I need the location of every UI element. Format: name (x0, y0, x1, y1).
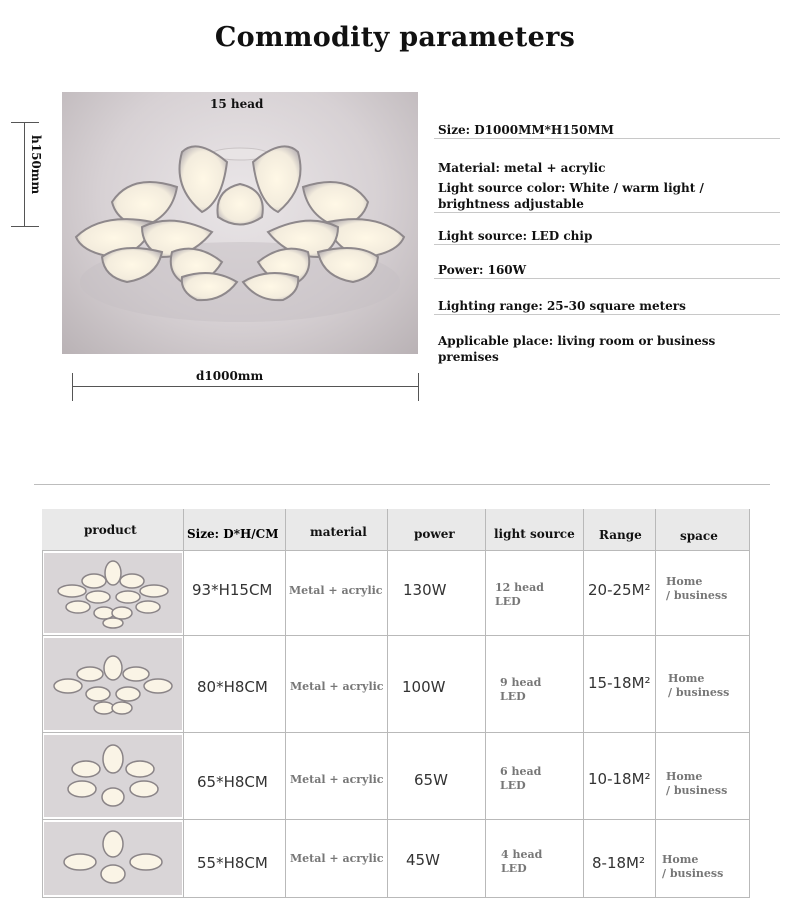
row-4-power-cell (388, 820, 486, 898)
row-3-space-2: / business (666, 784, 728, 797)
row-4-size-cell (184, 820, 286, 898)
row-1-product (42, 551, 184, 636)
row-2-product (42, 636, 184, 733)
row-1-space-cell (656, 551, 750, 636)
row-2-power-cell (388, 636, 486, 733)
row-3-product (42, 733, 184, 820)
row-2-source-count: 9 head (500, 676, 542, 689)
row-1-space-2: / business (666, 589, 728, 602)
chandelier-illustration (62, 92, 418, 354)
row-1-size-cell (184, 551, 286, 636)
row-2-space-1: Home (668, 672, 705, 685)
header-size: Size: D*H/CM (184, 509, 286, 551)
row-4-material-cell (286, 820, 388, 898)
diameter-dimension-line (72, 386, 418, 387)
row-4-space-cell (656, 820, 750, 898)
row-4-range: 8-18M² (592, 854, 645, 872)
row-2-material-cell (286, 636, 388, 733)
row-1-range: 20-25M² (588, 581, 651, 599)
row-4-range-cell (584, 820, 656, 898)
row-3-material-cell (286, 733, 388, 820)
product-thumbnail-12-head (44, 553, 182, 633)
row-4-size: 55*H8CM (197, 854, 268, 872)
row-3-space-1: Home (666, 770, 703, 783)
row-3-source-type: LED (500, 779, 526, 792)
diameter-dimension-cap-right (418, 373, 419, 401)
row-3-size: 65*H8CM (197, 773, 268, 791)
height-dimension-cap-top (11, 122, 39, 123)
row-2-space-cell (656, 636, 750, 733)
product-table (42, 509, 750, 898)
row-1-space-1: Home (666, 575, 703, 588)
product-photo (62, 92, 418, 354)
header-range: Range (584, 509, 656, 551)
row-2-size: 80*H8CM (197, 678, 268, 696)
row-4-material: Metal + acrylic (290, 852, 384, 865)
row-3-power-cell (388, 733, 486, 820)
row-1-power-cell (388, 551, 486, 636)
height-dimension-cap-bottom (11, 226, 39, 227)
header-space: space (656, 509, 750, 551)
section-divider (34, 484, 770, 485)
row-2-source-cell (486, 636, 584, 733)
row-2-space-2: / business (668, 686, 730, 699)
row-4-product (42, 820, 184, 898)
product-thumbnail-9-head (44, 638, 182, 730)
product-thumbnail-6-head (44, 735, 182, 817)
row-3-power: 65W (414, 771, 448, 789)
row-1-power: 130W (403, 581, 447, 599)
row-4-space-2: / business (662, 867, 724, 880)
spec-light-source: Light source: LED chip (434, 228, 780, 245)
row-4-source-count: 4 head (501, 848, 543, 861)
height-dimension-label: h150mm (29, 135, 43, 195)
row-4-power: 45W (406, 851, 440, 869)
spec-power: Power: 160W (434, 262, 780, 279)
row-2-range: 15-18M² (588, 674, 651, 692)
row-1-size: 93*H15CM (192, 581, 273, 599)
row-1-material-cell (286, 551, 388, 636)
diameter-dimension-cap-left (72, 373, 73, 401)
spec-applicable-place: Applicable place: living room or business premises (438, 334, 716, 364)
page-title: Commodity parameters (214, 22, 576, 53)
height-dimension-line (24, 123, 25, 226)
row-2-size-cell (184, 636, 286, 733)
spec-material: Material: metal + acrylic (438, 161, 606, 175)
row-1-material: Metal + acrylic (289, 584, 383, 597)
row-3-source-cell (486, 733, 584, 820)
row-3-range: 10-18M² (588, 770, 651, 788)
row-2-range-cell (584, 636, 656, 733)
row-1-source-cell (486, 551, 584, 636)
row-2-power: 100W (402, 678, 446, 696)
spec-light-color-cont: brightness adjustable (434, 196, 780, 213)
diameter-dimension-label: d1000mm (196, 369, 264, 383)
row-3-range-cell (584, 733, 656, 820)
row-3-space-cell (656, 733, 750, 820)
row-2-source-type: LED (500, 690, 526, 703)
header-power: power (388, 509, 486, 551)
spec-light-color: Light source color: White / warm light / (438, 181, 704, 195)
row-1-source-type: LED (495, 595, 521, 608)
spec-size: Size: D1000MM*H150MM (434, 122, 780, 139)
product-thumbnail-4-head (44, 822, 182, 895)
row-4-space-1: Home (662, 853, 699, 866)
row-3-source-count: 6 head (500, 765, 542, 778)
head-count-label: 15 head (210, 97, 264, 111)
row-3-material: Metal + acrylic (290, 773, 384, 786)
row-4-source-cell (486, 820, 584, 898)
spec-lighting-range: Lighting range: 25-30 square meters (434, 298, 780, 315)
header-light-source: light source (486, 509, 584, 551)
row-3-size-cell (184, 733, 286, 820)
row-1-source-count: 12 head (495, 581, 544, 594)
header-material: material (286, 509, 388, 551)
row-1-range-cell (584, 551, 656, 636)
row-4-source-type: LED (501, 862, 527, 875)
row-2-material: Metal + acrylic (290, 680, 384, 693)
header-product: product (42, 509, 184, 551)
